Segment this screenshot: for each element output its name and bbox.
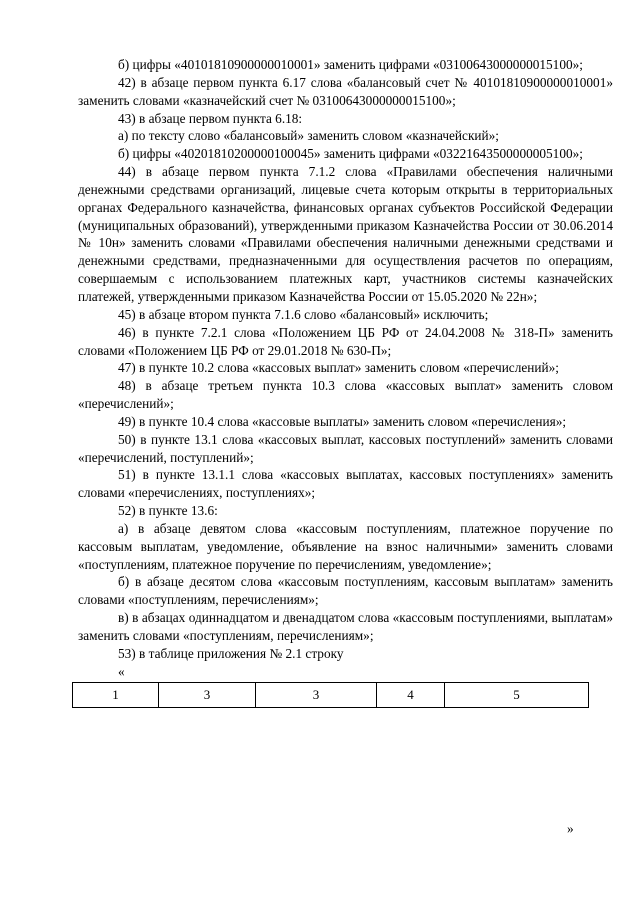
paragraph-p8: 46) в пункте 7.2.1 слова «Положением ЦБ РФ от 24.04.2008 № 318-П» заменить словами «Положением ЦБ РФ от 29.01.2018 № 630-П»; (78, 324, 613, 358)
paragraph-p10: 48) в абзаце третьем пункта 10.3 слова «кассовых выплат» заменить словом «перечислений»; (78, 378, 613, 412)
paragraph-p4: а) по тексту слово «балансовый» заменить словом «казначейский»; (118, 128, 499, 144)
paragraph-p17: в) в абзацах одиннадцатом и двенадцатом слова «кассовым поступлениями, выплатам» заменить словами «поступлениям, перечислениям»; (78, 610, 613, 643)
paragraph-p9: 47) в пункте 10.2 слова «кассовых выплат» заменить словом «перечислений»; (118, 360, 559, 376)
paragraph-p11: 49) в пункте 10.4 слова «кассовые выплаты» заменить словом «перечисления»; (118, 413, 567, 429)
table-cell-5: 5 (445, 682, 589, 707)
paragraph-p6: 44) в абзаце первом пункта 7.1.2 слова «Правилами обеспечения наличными денежными средствами организаций, лицевые счета которым открыты в территориальных органах Федерального казначейства, финансовых органах субъектов Российской Федерации (муниципальных образований), утвержденными приказом Казначейства России от 30.06.2014 № 10н» заменить словами «Правилами обеспечения наличными денежными средствами и денежными средствами, предназначенными для осуществления расчетов по операциям, совершаемым с использованием платежных карт, участников системы казначейских платежей, утвержденными приказом Казначейства России от 15.05.2020 № 22н»; (78, 164, 613, 304)
paragraph-p14: 52) в пункте 13.6: (118, 503, 218, 519)
table-cell-2: 3 (159, 682, 256, 707)
paragraph-p16: б) в абзаце десятом слова «кассовым поступлениям, кассовым выплатам» заменить словами «поступлениям, перечислениям»; (78, 574, 613, 608)
paragraph-p3: 43) в абзаце первом пункта 6.18: (118, 110, 303, 126)
paragraph-p12: 50) в пункте 13.1 слова «кассовых выплат, кассовых поступлений» заменить словами «перечислений, поступлений»; (78, 431, 613, 465)
paragraph-p5: б) цифры «40201810200000100045» заменить цифрами «03221643500000005100»; (118, 146, 583, 162)
table-row (73, 682, 589, 707)
paragraph-p18: 53) в таблице приложения № 2.1 строку (118, 645, 344, 661)
table-cell-4: 4 (377, 682, 445, 707)
inserted-row-table (72, 682, 588, 708)
document-body (78, 56, 613, 663)
opening-quote: « (118, 663, 125, 679)
row-table (72, 682, 589, 708)
paragraph-p13: 51) в пункте 13.1.1 слова «кассовых выплатах, кассовых поступлениях» заменить словами «перечислениях, поступлениях»; (78, 467, 613, 501)
paragraph-p2: 42) в абзаце первом пункта 6.17 слова «балансовый счет № 40101810900000010001» заменить словами «казначейский счет № 03100643000000015100»; (78, 74, 613, 108)
paragraph-p7: 45) в абзаце втором пункта 7.1.6 слово «балансовый» исключить; (118, 306, 489, 322)
table-cell-3: 3 (256, 682, 377, 707)
paragraph-p15: а) в абзаце девятом слова «кассовым поступлениям, платежное поручение по кассовым выплатам, уведомление, объявление на взнос наличными» заменить словами «поступлениям, платежное поручение по перечислениям, уведомление»; (78, 520, 613, 572)
paragraph-p1: б) цифры «40101810900000010001» заменить цифрами «03100643000000015100»; (118, 57, 583, 72)
closing-quote: » (567, 821, 574, 836)
table-cell-1: 1 (73, 682, 159, 707)
